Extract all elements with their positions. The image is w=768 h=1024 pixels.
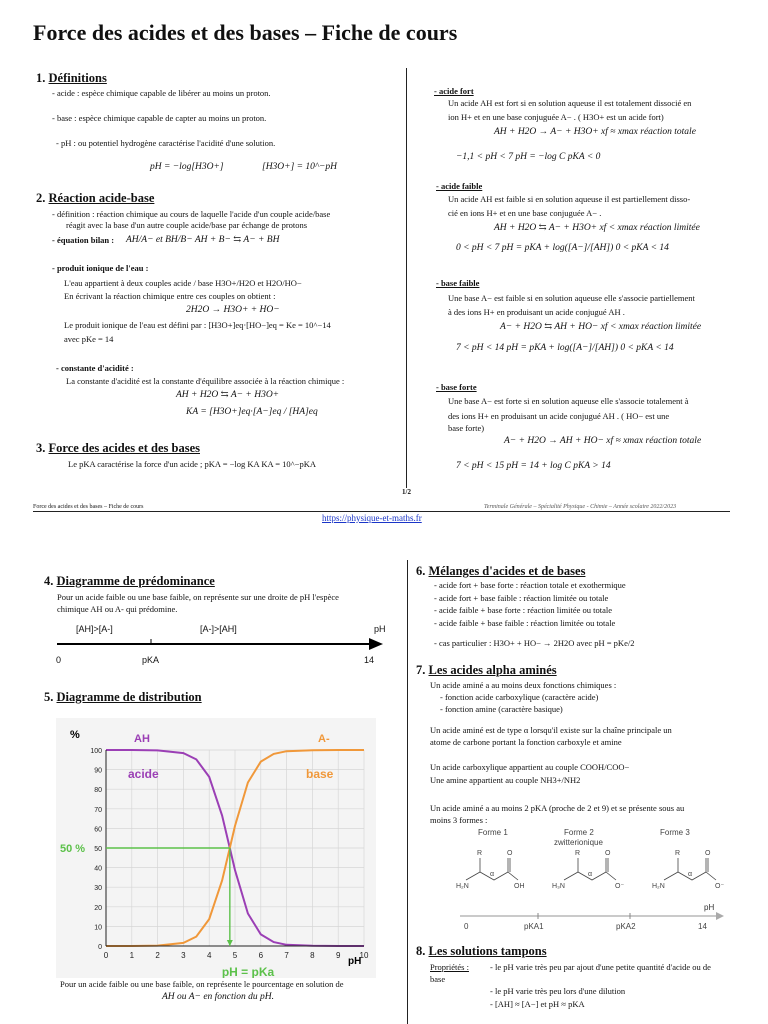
- def-base: - base : espèce chimique capable de capter au moins un proton.: [52, 113, 267, 123]
- buffer-4: - [AH] ≈ [A−] et pH ≈ pKA: [490, 999, 585, 1009]
- form-3-label: Forme 3: [660, 828, 690, 837]
- predominance-text-2: chimique AH ou A- qui prédomine.: [57, 604, 178, 614]
- y-tick-label: 20: [94, 904, 102, 912]
- buffer-3: - le pH varie très peu lors d'une dilution: [490, 986, 626, 996]
- predominance-label-ah: [AH]>[A-]: [76, 624, 113, 634]
- x-tick-label: 4: [206, 951, 212, 960]
- acide-faible-4: 0 < pH < 7 pH = pKA + log([A−]/[AH]) 0 < pKA < 14: [456, 243, 669, 253]
- x-tick-label: 10: [359, 951, 369, 960]
- def-acide: - acide : espèce chimique capable de libérer au moins un proton.: [52, 88, 271, 98]
- base-faible-title: - base faible: [436, 278, 480, 288]
- series-label: base: [306, 767, 334, 781]
- website-link[interactable]: https://physique-et-maths.fr: [322, 513, 422, 523]
- acide-fort-4: −1,1 < pH < 7 pH = −log C pKA < 0: [456, 152, 601, 162]
- amino-ph-axis: [458, 910, 728, 922]
- x-tick-label: 6: [258, 951, 264, 960]
- footer-left: Force des acides et des bases – Fiche de cours: [33, 504, 144, 510]
- x-tick-label: 9: [335, 951, 341, 960]
- x-tick-label: 8: [310, 951, 315, 960]
- amino-axis-0: 0: [464, 922, 469, 931]
- formula-h3o: [H3O+] = 10^−pH: [262, 162, 337, 172]
- y-tick-label: 80: [94, 787, 102, 795]
- svg-text:R: R: [575, 850, 581, 857]
- svg-text:R: R: [675, 850, 681, 857]
- section-8-heading: 8. Les solutions tampons: [416, 944, 547, 958]
- amino-axis-pka2: pKA2: [616, 922, 636, 931]
- pka-label: pH = pKa: [221, 965, 275, 978]
- svg-text:O⁻: O⁻: [615, 883, 625, 890]
- svg-text:H₂N: H₂N: [456, 883, 469, 890]
- y-tick-label: 30: [94, 885, 102, 893]
- form-1-label: Forme 1: [478, 828, 508, 837]
- y-tick-label: 50: [94, 846, 102, 853]
- base-forte-1: Une base A− est forte si en solution aqueuse elle s'associe totalement à: [448, 396, 689, 406]
- x-tick-label: 0: [103, 951, 109, 960]
- base-forte-5: 7 < pH < 15 pH = 14 + log C pKA > 14: [456, 461, 611, 471]
- x-tick-label: 7: [284, 951, 289, 960]
- footer-right: Terminale Générale – Spécialité Physique - Chimie – Année scolaire 2022/2023: [484, 504, 677, 510]
- acide-fort-2: ion H+ et en une base conjuguée A− . ( H3O+ est un acide fort): [448, 112, 664, 122]
- section-5-heading: 5. Diagramme de distribution: [44, 690, 202, 704]
- y-tick-label: 100: [90, 748, 102, 755]
- y-tick-label: 60: [94, 826, 102, 834]
- series-name: AH: [134, 733, 150, 745]
- svg-text:O: O: [705, 850, 711, 857]
- series-name: A-: [318, 733, 330, 745]
- form-2-sublabel: zwitterionique: [554, 838, 603, 847]
- base-forte-3: base forte): [448, 423, 485, 433]
- acide-faible-title: - acide faible: [436, 181, 483, 191]
- mixture-4: - acide faible + base faible : réaction limitée ou totale: [434, 618, 616, 628]
- y-tick-label: 40: [94, 865, 102, 873]
- x-axis-label: pH: [348, 956, 362, 967]
- distribution-caption-2: AH ou A− en fonction du pH.: [162, 992, 275, 1002]
- page-title: Force des acides et des bases – Fiche de cours: [33, 20, 458, 45]
- distribution-caption-1: Pour un acide faible ou une base faible, on représente le pourcentage en solution de: [60, 979, 344, 989]
- svg-text:O: O: [605, 850, 611, 857]
- amino-7: Une amine appartient au couple NH3+/NH2: [430, 775, 581, 785]
- y-tick-label: 10: [94, 924, 102, 932]
- column-divider: [406, 68, 407, 488]
- svg-text:O: O: [507, 850, 513, 857]
- amino-3: - fonction amine (caractère basique): [440, 704, 563, 714]
- amino-axis-ph: pH: [704, 903, 715, 912]
- equation-bilan: AH/A− et BH/B− AH + B− ⇆ A− + BH: [126, 235, 280, 245]
- y-tick-label: 0: [98, 944, 102, 951]
- acide-faible-1: Un acide AH est faible si en solution aqueuse il est partiellement disso-: [448, 194, 691, 204]
- ionic-product-1: L'eau appartient à deux couples acide / base H3O+/H2O et H2O/HO−: [64, 278, 302, 288]
- acide-fort-3: AH + H2O → A− + H3O+ xf ≈ xmax réaction totale: [494, 127, 696, 137]
- mixture-1: - acide fort + base forte : réaction totale et exothermique: [434, 580, 626, 590]
- amino-5: atome de carbone portant la fonction carboxyle et amine: [430, 737, 622, 747]
- y-tick-label: 70: [94, 806, 102, 814]
- predominance-tick-14: 14: [364, 655, 375, 665]
- base-faible-4: 7 < pH < 14 pH = pKA + log([A−]/[AH]) 0 < pKA < 14: [456, 343, 674, 353]
- svg-text:R: R: [477, 850, 483, 857]
- page-number: 1/2: [402, 488, 411, 496]
- ionic-product-4: avec pKe = 14: [64, 334, 114, 344]
- predominance-axis: [55, 636, 385, 652]
- reaction-definition-2: réagit avec la base d'un autre couple acide/base par échange de protons: [66, 220, 308, 230]
- footer-rule: [33, 511, 730, 512]
- svg-text:α: α: [688, 871, 693, 878]
- section-6-heading: 6. Mélanges d'acides et de bases: [416, 564, 586, 578]
- mixture-5: - cas particulier : H3O+ + HO− → 2H2O avec pH = pKe/2: [434, 638, 635, 648]
- predominance-label-ph: pH: [374, 624, 386, 634]
- amino-axis-pka1: pKA1: [524, 922, 544, 931]
- acidity-constant-text: La constante d'acidité est la constante d'équilibre associée à la réaction chimique :: [66, 376, 345, 386]
- buffer-properties-label: Propriétés :: [430, 962, 469, 972]
- series-label: acide: [128, 767, 159, 781]
- svg-text:α: α: [588, 871, 593, 878]
- ionic-product-3: Le produit ionique de l'eau est défini par : [H3O+]eq·[HO−]eq = Ke = 10^−14: [64, 320, 331, 330]
- amino-axis-14: 14: [698, 922, 707, 931]
- section-3-heading: 3. Force des acides et des bases: [36, 441, 200, 455]
- amino-2: - fonction acide carboxylique (caractère acide): [440, 692, 599, 702]
- amino-acid-structures: [452, 846, 732, 896]
- equation-label: - équation bilan :: [52, 235, 115, 245]
- acide-faible-3: AH + H2O ⇆ A− + H3O+ xf < xmax réaction limitée: [494, 223, 700, 233]
- acide-faible-2: cié en ions H+ et en une base conjuguée A− .: [448, 208, 602, 218]
- force-text: Le pKA caractérise la force d'un acide ; pKA = −log KA KA = 10^−pKA: [68, 459, 316, 469]
- section-1-heading: 1. Définitions: [36, 71, 107, 85]
- acidity-constant-title: - constante d'acidité :: [56, 363, 134, 373]
- acidity-constant-eq1: AH + H2O ⇆ A− + H3O+: [176, 390, 280, 400]
- ionic-product-title: - produit ionique de l'eau :: [52, 263, 149, 273]
- predominance-label-a: [A-]>[AH]: [200, 624, 237, 634]
- half-label: 50 %: [60, 843, 86, 855]
- column-divider-2: [407, 560, 408, 1024]
- mixture-3: - acide faible + base forte : réaction limitée ou totale: [434, 605, 613, 615]
- base-forte-4: A− + H2O → AH + HO− xf ≈ xmax réaction totale: [504, 436, 702, 446]
- predominance-tick-0: 0: [56, 655, 62, 665]
- formula-ph: pH = −log[H3O+]: [150, 162, 224, 172]
- section-7-heading: 7. Les acides alpha aminés: [416, 663, 557, 677]
- amino-1: Un acide aminé a au moins deux fonctions chimiques :: [430, 680, 617, 690]
- ionic-product-equation: 2H2O → H3O+ + HO−: [186, 305, 280, 315]
- acide-fort-1: Un acide AH est fort si en solution aqueuse il est totalement dissocié en: [448, 98, 692, 108]
- x-tick-label: 3: [181, 951, 186, 960]
- section-4-heading: 4. Diagramme de prédominance: [44, 574, 215, 588]
- acide-fort-title: - acide fort: [434, 86, 474, 96]
- y-tick-label: 90: [94, 767, 102, 775]
- base-faible-2: à des ions H+ en produisant un acide conjugué AH .: [448, 307, 625, 317]
- base-forte-title: - base forte: [436, 382, 477, 392]
- svg-text:H₃N: H₃N: [552, 883, 565, 890]
- base-faible-3: A− + H2O ⇆ AH + HO− xf < xmax réaction limitée: [500, 322, 702, 332]
- svg-text:α: α: [490, 871, 495, 878]
- x-tick-label: 5: [232, 951, 238, 960]
- buffer-2: base: [430, 974, 446, 984]
- acidity-constant-eq2: KA = [H3O+]eq·[A−]eq / [HA]eq: [186, 407, 318, 417]
- x-tick-label: 1: [129, 951, 135, 960]
- ionic-product-2: En écrivant la réaction chimique entre ces couples on obtient :: [64, 291, 276, 301]
- form-2-label: Forme 2: [564, 828, 594, 837]
- y-axis-label: %: [70, 729, 80, 741]
- def-ph: - pH : ou potentiel hydrogène caractérise l'acidité d'une solution.: [56, 138, 276, 148]
- predominance-tick-pka: pKA: [142, 655, 160, 665]
- amino-6: Un acide carboxylique appartient au couple COOH/COO−: [430, 762, 630, 772]
- svg-text:O⁻: O⁻: [715, 883, 725, 890]
- base-forte-2: des ions H+ en produisant un acide conjugué AH . ( HO− est une: [448, 411, 670, 421]
- svg-text:OH: OH: [514, 883, 525, 890]
- predominance-text-1: Pour un acide faible ou une base faible, on représente sur une droite de pH l'espèce: [57, 592, 339, 602]
- buffer-1: - le pH varie très peu par ajout d'une petite quantité d'acide ou de: [490, 962, 711, 972]
- amino-8: Un acide aminé a au moins 2 pKA (proche de 2 et 9) et se présente sous au: [430, 803, 685, 813]
- section-2-heading: 2. Réaction acide-base: [36, 191, 155, 205]
- distribution-chart: [56, 718, 376, 978]
- svg-text:H₂N: H₂N: [652, 883, 665, 890]
- x-tick-label: 2: [155, 951, 160, 960]
- amino-4: Un acide aminé est de type α lorsqu'il existe sur la chaîne principale un: [430, 725, 672, 735]
- base-faible-1: Une base A− est faible si en solution aqueuse elle s'associe partiellement: [448, 293, 695, 303]
- mixture-2: - acide fort + base faible : réaction limitée ou totale: [434, 593, 609, 603]
- amino-9: moins 3 formes :: [430, 815, 488, 825]
- reaction-definition-1: - définition : réaction chimique au cours de laquelle l'acide d'un couple acide/base: [52, 209, 331, 219]
